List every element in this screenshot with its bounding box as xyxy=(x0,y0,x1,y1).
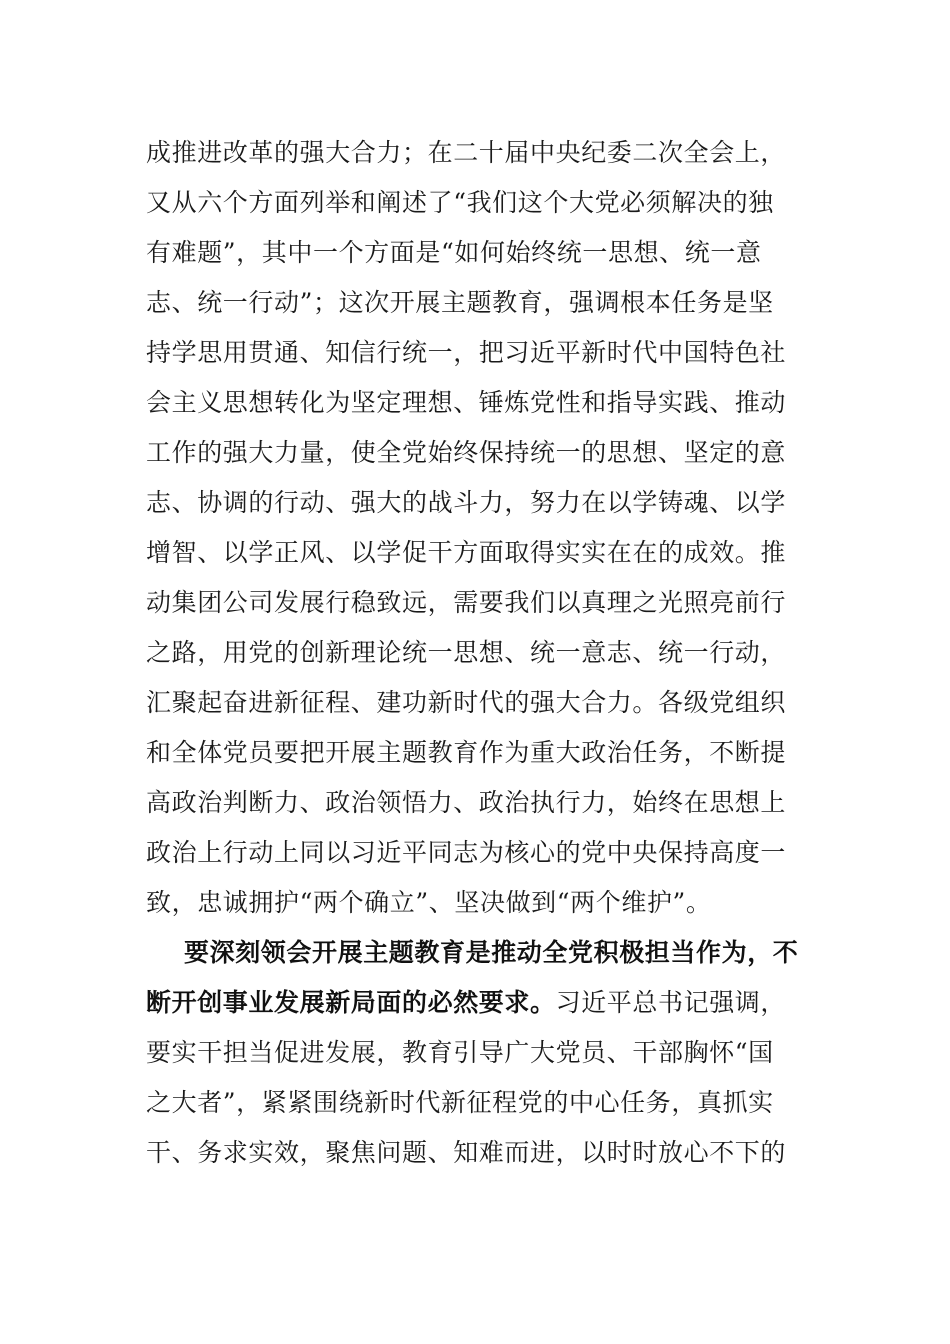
text-line: 政治上行动上同以习近平同志为核心的党中央保持高度一 xyxy=(146,838,787,867)
text-line: 志、协调的行动、强大的战斗力，努力在以学铸魂、以学 xyxy=(146,488,787,517)
text-line: 动集团公司发展行稳致远，需要我们以真理之光照亮前行 xyxy=(146,588,787,617)
bold-heading-end: 断开创事业发展新局面的必然要求。 xyxy=(146,988,556,1017)
text-line: 和全体党员要把开展主题教育作为重大政治任务，不断提 xyxy=(146,738,787,767)
text-line: 增智、以学正风、以学促干方面取得实实在在的成效。推 xyxy=(146,538,787,567)
text-line: 之大者”，紧紧围绕新时代新征程党的中心任务，真抓实 xyxy=(146,1088,774,1117)
text-line: 会主义思想转化为坚定理想、锤炼党性和指导实践、推动 xyxy=(146,388,787,417)
body-text xyxy=(146,128,806,1178)
text-line: 持学思用贯通、知信行统一，把习近平新时代中国特色社 xyxy=(146,338,787,367)
text-line: 志、统一行动”；这次开展主题教育，强调根本任务是坚 xyxy=(146,288,774,317)
text-line: 有难题”，其中一个方面是“如何始终统一思想、统一意 xyxy=(146,238,762,267)
text-line: 之路，用党的创新理论统一思想、统一意志、统一行动， xyxy=(146,638,787,667)
text-line: 干、务求实效，聚焦问题、知难而进，以时时放心不下的 xyxy=(146,1138,787,1167)
text-line: 要实干担当促进发展，教育引导广大党员、干部胸怀“国 xyxy=(146,1038,774,1067)
text-line: 工作的强大力量，使全党始终保持统一的思想、坚定的意 xyxy=(146,438,787,467)
text-run: 习近平总书记强调， xyxy=(555,988,787,1017)
bold-heading-line: 要深刻领会开展主题教育是推动全党积极担当作为，不 xyxy=(184,938,799,967)
text-line xyxy=(146,978,806,1028)
paragraph-1 xyxy=(146,128,806,928)
text-line: 汇聚起奋进新征程、建功新时代的强大合力。各级党组织 xyxy=(146,688,787,717)
text-line: 高政治判断力、政治领悟力、政治执行力，始终在思想上 xyxy=(146,788,787,817)
paragraph-2 xyxy=(146,928,806,1178)
text-line: 又从六个方面列举和阐述了“我们这个大党必须解决的独 xyxy=(146,188,774,217)
text-line: 致，忠诚拥护“两个确立”、坚决做到“两个维护”。 xyxy=(146,888,712,917)
text-line: 成推进改革的强大合力；在二十届中央纪委二次全会上， xyxy=(146,138,787,167)
